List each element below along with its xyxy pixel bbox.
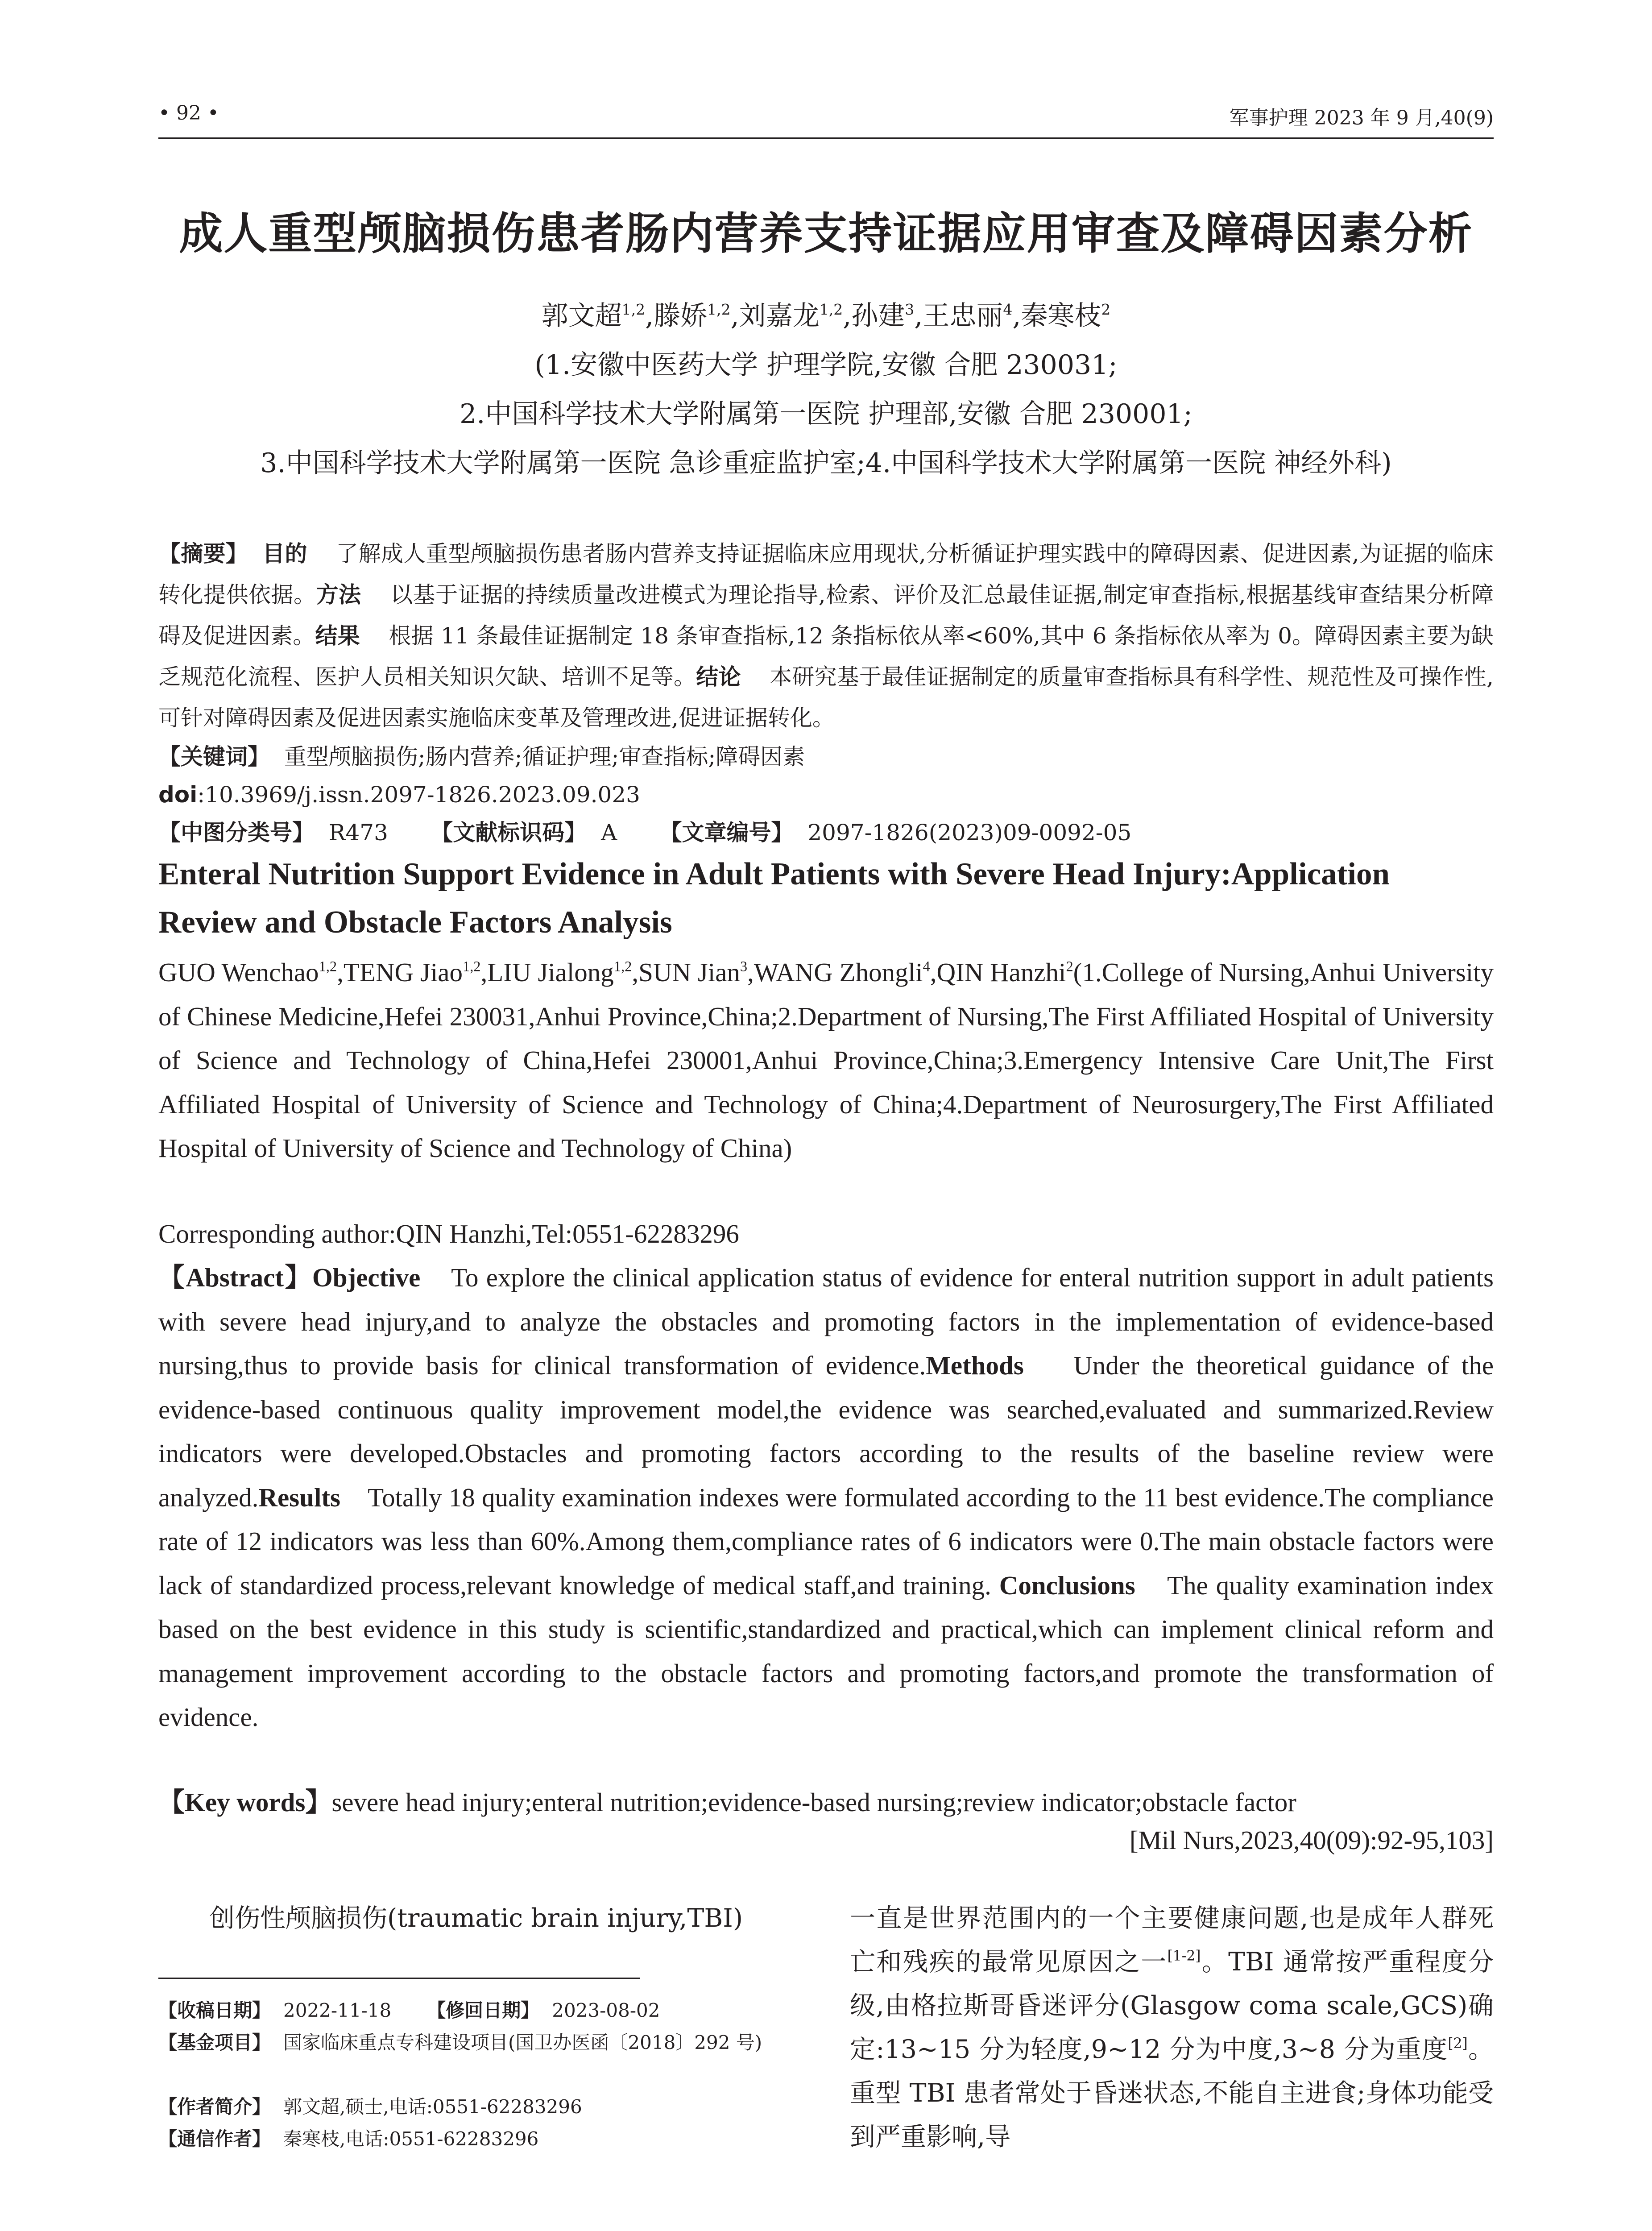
affiliation-line: 2.中国科学技术大学附属第一医院 护理部,安徽 合肥 230001; <box>460 398 1192 430</box>
author-name-en: TENG Jiao <box>343 958 463 987</box>
footnote-corresponding <box>158 2123 803 2155</box>
conclusion-text: 本研究基于最佳证据制定的质量审查指标具有科学性、规范性及可操作性,可针对障碍因素及促进因素实施临床变革及管理改进,促进证据转化。 <box>158 664 1494 731</box>
doi-line <box>158 774 1494 815</box>
doi-value: :10.3969/j.issn.2097-1826.2023.09.023 <box>197 782 640 808</box>
revised-label: 【修回日期】 <box>427 1999 540 2021</box>
methods-en-text: Under the theoretical guidance of the evidence-based continuous quality improvement model,the evidence was searched,evaluated and summarized.Review indicators were developed.Obstacles and promoting factors according to the results of the baseline review were analyzed. <box>158 1351 1494 1512</box>
methods-en-label: Methods <box>926 1351 1024 1380</box>
author-name-en: SUN Jian <box>638 958 740 987</box>
article-number-value: 2097-1826(2023)09-0092-05 <box>807 820 1132 846</box>
author-affiliation-mark: 1,2 <box>462 958 481 975</box>
revised-date: 2023-08-02 <box>552 1999 660 2021</box>
citation: [Mil Nurs,2023,40(09):92-95,103] <box>1129 1825 1494 1855</box>
author-name: 滕娇 <box>654 300 708 332</box>
objective-text: 了解成人重型颅脑损伤患者肠内营养支持证据临床应用现状,分析循证护理实践中的障碍因素、促进因素,为证据的临床转化提供依据。 <box>158 541 1494 608</box>
keywords-label: 【关键词】 <box>158 744 270 770</box>
clc-label: 【中图分类号】 <box>158 820 315 846</box>
author-name: 郭文超 <box>541 300 622 332</box>
article-title-en: Enteral Nutrition Support Evidence in Adult Patients with Severe Head Injury:Application Review and Obstacle Factors Analysis <box>158 857 1390 940</box>
objective-en-text: To explore the clinical application status of evidence for enteral nutrition support in adult patients with severe head injury,and to analyze the obstacles and promoting factors in the implementation of evidence-based nursing,thus to provide basis for clinical transformation of evidence. <box>158 1263 1494 1380</box>
author-affiliation-mark: 1,2 <box>707 300 731 318</box>
author-affiliation-mark: 3 <box>740 958 748 975</box>
citation-ref: [1-2] <box>1167 1948 1201 1965</box>
footnote-rule <box>158 1978 640 1979</box>
body-text: 一直是世界范围内的一个主要健康问题,也是成年人群死亡和残疾的最常见原因之一 <box>850 1903 1494 1977</box>
author-bio-label: 【作者简介】 <box>158 2096 271 2118</box>
author-name: 秦寒枝 <box>1021 300 1101 332</box>
keywords-en-text: severe head injury;enteral nutrition;evidence-based nursing;review indicator;obstacle factor <box>331 1787 1296 1817</box>
doc-code-value: A <box>601 820 617 846</box>
objective-en-label: Objective <box>312 1263 421 1292</box>
doc-code-label: 【文献标识码】 <box>431 820 587 846</box>
abstract-label: 【摘要】 <box>158 541 248 567</box>
author-affiliation-mark: 1,2 <box>613 958 632 975</box>
fund-label: 【基金项目】 <box>158 2032 271 2053</box>
footnote-dates <box>158 1995 803 2027</box>
body-text-right <box>850 1896 1494 2159</box>
author-name: 孙建 <box>851 300 905 332</box>
author-bio-text: 郭文超,硕士,电话:0551-62283296 <box>283 2096 582 2118</box>
author-affiliation-mark: 1,2 <box>621 300 646 318</box>
abstract-en <box>158 1256 1494 1739</box>
author-list-en: GUO Wenchao$^{1,2}$,TENG Jiao$^{1,2}$,LIU Jialong$^{1,2}$,SUN Jian$^3$,WANG Zhongli$^4$,QIN Hanzhi$^2$(1.College of Nursing,Anhui University of Chinese Medicine,Hefei 230031,Anhui Province,China;2.Department of Nursing,The First Affiliated Hospital of University of Science and Technology of China,Hefei 230001,Anhui Province,China;3.Emergency Intensive Care Unit,The First Affiliated Hospital of University of Science and Technology of China;4.Department of Neurosurgery,The First Affiliated Hospital of University of Science and Technology of China) <box>158 958 1494 1163</box>
header-rule <box>158 137 1494 139</box>
author-affiliation-mark: 1,2 <box>319 958 337 975</box>
abstract-en-label: 【Abstract】 <box>158 1263 312 1292</box>
classification-line <box>158 812 1494 853</box>
corresponding-label: 【通信作者】 <box>158 2128 271 2150</box>
author-affiliation-mark: 4 <box>923 958 930 975</box>
methods-text: 以基于证据的持续质量改进模式为理论指导,检索、评价及汇总最佳证据,制定审查指标,根据基线审查结果分析障碍及促进因素。 <box>158 582 1494 649</box>
results-label: 结果 <box>315 623 360 649</box>
received-label: 【收稿日期】 <box>158 1999 271 2021</box>
body-text: 。TBI 通常按严重程度分级,由格拉斯哥昏迷评分(Glasgow coma scale,GCS)确定:13~15 分为轻度,9~12 分为中度,3~8 分为重度 <box>850 1947 1494 2064</box>
results-en-text: Totally 18 quality examination indexes were formulated according to the 11 best evidence.The compliance rate of 12 indicators was less than 60%.Among them,compliance rates of 6 indicators were 0.The main obstacle factors were lack of standardized process,relevant knowledge of medical staff,and training. <box>158 1482 1494 1600</box>
author-affiliation-mark: 2 <box>1101 300 1111 318</box>
corresponding-author: Corresponding author:QIN Hanzhi,Tel:0551-62283296 <box>158 1219 739 1248</box>
footnote-fund <box>158 2027 803 2059</box>
conclusion-label: 结论 <box>696 664 741 690</box>
affiliation-line: (1.安徽中医药大学 护理学院,安徽 合肥 230031; <box>534 349 1118 381</box>
citation-ref: [2] <box>1448 2036 1468 2052</box>
conclusions-en-text: The quality examination index based on the best evidence in this study is scientific,standardized and practical,which can implement clinical reform and management improvement according to the obstacle factors and promoting factors,and promote the transformation of evidence. <box>158 1570 1494 1732</box>
abstract-cn <box>158 533 1494 738</box>
journal-header: 军事护理 2023 年 9 月,40(9) <box>1229 107 1494 129</box>
article-title: 成人重型颅脑损伤患者肠内营养支持证据应用审查及障碍因素分析 <box>179 208 1473 259</box>
body-text-left: 创伤性颅脑损伤(traumatic brain injury,TBI) <box>209 1903 743 1933</box>
author-name: 王忠丽 <box>923 300 1003 332</box>
received-date: 2022-11-18 <box>283 1999 392 2021</box>
results-en-label: Results <box>258 1482 340 1512</box>
author-list: 郭文超$^{1,2}$,滕娇$^{1,2}$,刘嘉龙$^{1,2}$,孙建$^3$,王忠丽$^4$,秦寒枝$^2$ <box>541 300 1111 332</box>
author-affiliation-mark: 3 <box>905 300 915 318</box>
footnote-author <box>158 2091 803 2123</box>
author-affiliation-mark: 1,2 <box>819 300 843 318</box>
results-text: 根据 11 条最佳证据制定 18 条审查指标,12 条指标依从率<60%,其中 6 条指标依从率为 0。障碍因素主要为缺乏规范化流程、医护人员相关知识欠缺、培训不足等。 <box>158 623 1494 690</box>
affiliations-en: (1.College of Nursing,Anhui University of Chinese Medicine,Hefei 230031,Anhui Province,China;2.Department of Nursing,The First Affiliated Hospital of University of Science and Technology of China,Hefei 230001,Anhui Province,China;3.Emergency Intensive Care Unit,The First Affiliated Hospital of University of Science and Technology of China;4.Department of Neurosurgery,The First Affiliated Hospital of University of Science and Technology of China) <box>158 958 1494 1163</box>
objective-label: 目的 <box>262 541 307 567</box>
page-number: • 92 • <box>158 102 219 124</box>
conclusions-en-label: Conclusions <box>999 1570 1135 1600</box>
body-text: 。重型 TBI 患者常处于昏迷状态,不能自主进食;身体功能受到严重影响,导 <box>850 2035 1494 2152</box>
corresponding-text: 秦寒枝,电话:0551-62283296 <box>283 2128 539 2150</box>
author-name-en: LIU Jialong <box>487 958 614 987</box>
keywords-text: 重型颅脑损伤;肠内营养;循证护理;审查指标;障碍因素 <box>284 744 805 770</box>
article-number-label: 【文章编号】 <box>659 820 794 846</box>
author-name: 刘嘉龙 <box>739 300 820 332</box>
keywords-cn <box>158 736 1494 777</box>
author-affiliation-mark: 4 <box>1003 300 1013 318</box>
clc-value: R473 <box>328 820 388 846</box>
affiliation-line: 3.中国科学技术大学附属第一医院 急诊重症监护室;4.中国科学技术大学附属第一医院 神经外科) <box>260 448 1392 479</box>
doi-label: doi <box>158 782 198 808</box>
keywords-en <box>158 1780 1494 1825</box>
author-name-en: QIN Hanzhi <box>936 958 1066 987</box>
author-name-en: GUO Wenchao <box>158 958 319 987</box>
methods-label: 方法 <box>316 582 361 608</box>
author-name-en: WANG Zhongli <box>754 958 923 987</box>
fund-text: 国家临床重点专科建设项目(国卫办医函〔2018〕292 号) <box>283 2032 762 2053</box>
keywords-en-label: 【Key words】 <box>158 1787 332 1817</box>
author-affiliation-mark: 2 <box>1066 958 1073 975</box>
